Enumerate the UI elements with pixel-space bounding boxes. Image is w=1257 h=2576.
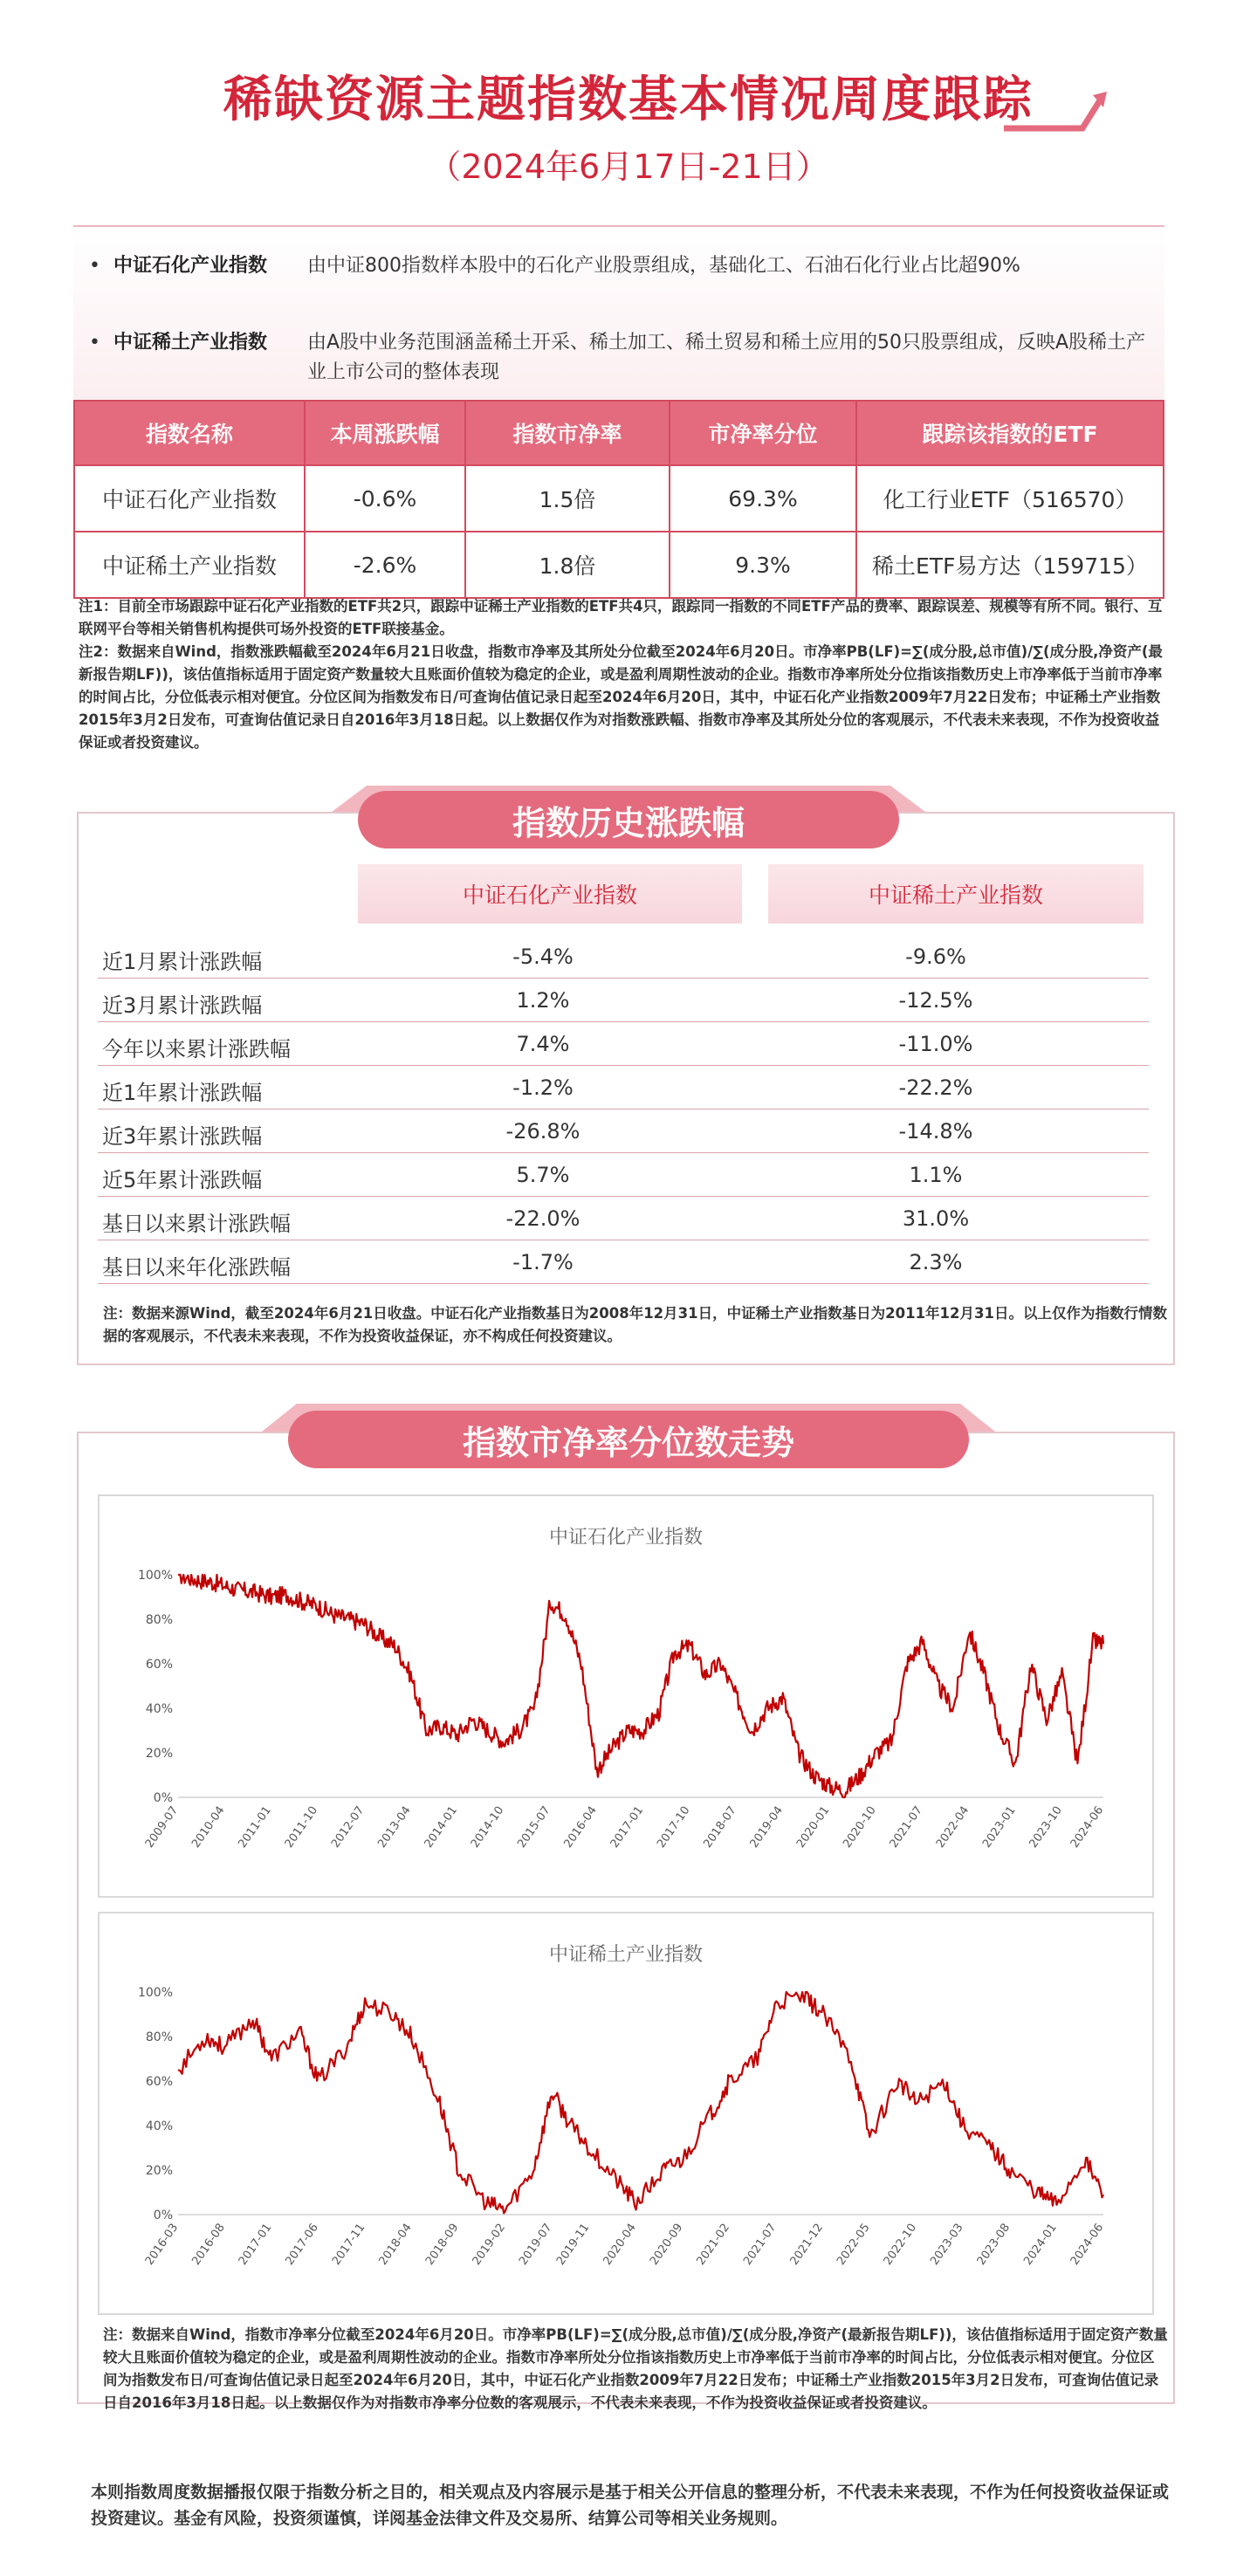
x-tick-label: 2016-08 <box>189 2221 228 2268</box>
value-cell: -11.0% <box>898 1032 973 1056</box>
note-2: 注2：数据来自Wind，指数涨跌幅截至2024年6月21日收盘，指数市净率及其所处分位截至2024年6月20日。市净率PB(LF)=∑(成分股,总市值)/∑(成分股,净资产(最新报告期LF))，该估值指标适用于固定资产数量较大且账面价值较为稳定的企业，或是盈利周期性波动的企业。指数市净率所处分位指该指数历史上市净率低于当前市净率的时间占比，分位低表示相对便宜。分位区间为指数发布日/可查询估值记录日起至2024年6月20日，其中，中证石化产业指数2009年7月22日发布；中证稀土产业指数2015年3月2日发布，可查询估值记录日自2016年3月18日起。以上数据仅作为对指数涨跌幅、指数市净率及其所处分位的客观展示，不代表未来表现，不作为投资收益保证或者投资建议。 <box>79 643 1163 751</box>
pb-note: 注：数据来自Wind，指数市净率分位截至2024年6月20日。市净率PB(LF)=∑(成分股,总市值)/∑(成分股,净资产(最新报告期LF))，该估值指标适用于固定资产数量较大且账面价值较为稳定的企业，或是盈利周期性波动的企业。指数市净率所处分位指该指数历史上市净率低于当前市净率的时间占比，分位低表示相对便宜。分位区间为指数发布日/可查询估值记录日起至2024年6月20日，其中，中证石化产业指数2009年7月22日发布；中证稀土产业指数2015年3月2日发布，可查询估值记录日自2016年3月18日起。以上数据仅作为对指数市净率分位数的客观展示，不代表未来表现，不作为投资收益保证或者投资建议。 <box>103 2326 1168 2411</box>
table-cell: 69.3% <box>670 465 856 532</box>
table-cell: 中证稀土产业指数 <box>74 532 305 598</box>
x-tick-label: 2023-01 <box>980 1803 1019 1851</box>
y-tick-label: 40% <box>145 1702 173 1716</box>
value-cell: -26.8% <box>505 1119 580 1144</box>
intro-index-desc: 由A股中业务范围涵盖稀土开采、稀土加工、稀土贸易和稀土应用的50只股票组成，反映A股稀土产业上市公司的整体表现 <box>307 332 1146 383</box>
pb-banner-title: 指数市净率分位数走势 <box>462 1424 794 1462</box>
x-tick-label: 2019-07 <box>517 2221 555 2268</box>
y-tick-label: 80% <box>145 1613 173 1627</box>
x-tick-label: 2021-07 <box>741 2221 780 2268</box>
bullet-icon: • <box>89 255 100 277</box>
x-tick-label: 2017-01 <box>236 2221 275 2268</box>
y-tick-label: 100% <box>137 1986 173 2000</box>
intro-index-name: 中证石化产业指数 <box>113 255 268 277</box>
row-label: 今年以来累计涨跌幅 <box>102 1037 291 1061</box>
table-cell: 化工行业ETF（516570） <box>856 465 1164 532</box>
value-cell: 1.2% <box>516 988 570 1013</box>
value-cell: 1.1% <box>909 1163 963 1187</box>
page-subtitle: （2024年6月17日-21日） <box>428 148 829 186</box>
x-tick-label: 2011-10 <box>282 1803 321 1851</box>
x-tick-label: 2023-08 <box>974 2221 1013 2268</box>
table-row <box>98 1152 1149 1197</box>
x-tick-label: 2020-10 <box>841 1803 879 1851</box>
table-row <box>74 532 1164 598</box>
table-row <box>98 1021 1149 1066</box>
y-tick-label: 60% <box>145 2075 173 2089</box>
disclaimer-footer: 本则指数周度数据播报仅限于指数分析之目的，相关观点及内容展示是基于相关公开信息的整理分析，不代表未来表现，不作为任何投资收益保证或投资建议。基金有风险，投资须谨慎，详阅基金法律文件及交易所、结算公司等相关业务规则。 <box>91 2483 1170 2528</box>
intro-index-desc: 由中证800指数样本股中的石化产业股票组成，基础化工、石油石化行业占比超90% <box>307 255 1020 277</box>
x-tick-label: 2019-02 <box>470 2221 509 2268</box>
column-header: 跟踪该指数的ETF <box>856 401 1164 465</box>
note-1: 注1：目前全市场跟踪中证石化产业指数的ETF共2只，跟踪中证稀土产业指数的ETF共4只，跟踪同一指数的不同ETF产品的费率、跟踪误差、规模等有所不同。银行、互联网平台等相关销售机构提供可场外投资的ETF联接基金。 <box>79 598 1163 637</box>
y-tick-label: 20% <box>145 2164 173 2178</box>
x-tick-label: 2017-01 <box>608 1803 647 1851</box>
chart-petrochem <box>98 1494 1154 1898</box>
y-tick-label: 80% <box>145 2030 173 2044</box>
x-tick-label: 2024-01 <box>1021 2221 1060 2268</box>
row-label: 近5年累计涨跌幅 <box>102 1168 263 1192</box>
x-tick-label: 2014-10 <box>468 1803 507 1851</box>
x-tick-label: 2009-07 <box>142 1803 182 1851</box>
x-tick-label: 2017-11 <box>329 2221 368 2268</box>
row-label: 近1年累计涨跌幅 <box>102 1081 263 1105</box>
value-cell: 31.0% <box>902 1206 970 1231</box>
chart-petrochem-svg <box>100 1496 1152 1896</box>
series-line <box>178 1575 1103 1797</box>
value-cell: 2.3% <box>909 1250 963 1274</box>
value-cell: 5.7% <box>516 1163 570 1187</box>
table-row <box>98 978 1149 1022</box>
x-tick-label: 2020-01 <box>793 1803 833 1851</box>
x-tick-label: 2021-12 <box>787 2221 827 2268</box>
table-cell: -2.6% <box>305 532 465 598</box>
x-tick-label: 2022-04 <box>933 1803 972 1851</box>
value-cell: -1.2% <box>512 1075 574 1100</box>
y-tick-label: 0% <box>153 2208 173 2222</box>
index-intro <box>73 225 1164 402</box>
value-cell: -1.7% <box>512 1250 574 1274</box>
page-title: 稀缺资源主题指数基本情况周度跟踪 <box>223 72 1034 128</box>
table-row <box>98 1196 1149 1240</box>
table-cell: 1.5倍 <box>465 465 670 532</box>
history-banner-title: 指数历史涨跌幅 <box>512 804 745 842</box>
x-tick-label: 2014-01 <box>422 1803 461 1851</box>
chart-rare-earth <box>98 1912 1154 2315</box>
x-tick-label: 2020-04 <box>601 2221 639 2268</box>
value-cell: -9.6% <box>905 945 966 969</box>
table-cell: 1.8倍 <box>465 532 670 598</box>
y-tick-label: 40% <box>145 2119 173 2133</box>
x-tick-label: 2018-09 <box>423 2221 462 2268</box>
value-cell: -22.0% <box>505 1206 580 1231</box>
history-column-header: 中证稀土产业指数 <box>768 864 1144 924</box>
table-cell: 稀土ETF易方达（159715） <box>856 532 1164 598</box>
y-tick-label: 100% <box>137 1569 173 1583</box>
x-tick-label: 2016-04 <box>561 1803 600 1851</box>
value-cell: 7.4% <box>516 1032 570 1056</box>
table-row <box>98 1065 1149 1109</box>
table-header-row <box>74 401 1164 465</box>
x-tick-label: 2018-07 <box>701 1803 739 1851</box>
x-tick-label: 2022-05 <box>835 2221 873 2268</box>
chart-title: 中证稀土产业指数 <box>548 1944 703 1966</box>
table-row <box>98 1240 1149 1284</box>
x-tick-label: 2011-01 <box>236 1803 274 1851</box>
x-tick-label: 2019-04 <box>747 1803 786 1851</box>
x-tick-label: 2010-04 <box>189 1803 228 1851</box>
value-cell: -12.5% <box>898 988 973 1013</box>
table-row <box>98 934 1149 979</box>
etf-summary-table <box>73 400 1164 599</box>
value-cell: -5.4% <box>512 945 574 969</box>
row-label: 基日以来累计涨跌幅 <box>102 1212 291 1236</box>
value-cell: -14.8% <box>898 1119 973 1144</box>
table-row <box>74 465 1164 532</box>
table-notes <box>79 595 1170 754</box>
column-header: 本周涨跌幅 <box>305 401 465 465</box>
x-tick-label: 2015-07 <box>515 1803 553 1851</box>
series-line <box>178 1992 1103 2213</box>
x-tick-label: 2020-09 <box>648 2221 686 2268</box>
title-swoosh-decoration <box>1004 83 1109 144</box>
x-tick-label: 2023-03 <box>928 2221 966 2268</box>
x-tick-label: 2024-06 <box>1068 2221 1107 2268</box>
x-tick-label: 2021-02 <box>694 2221 732 2268</box>
chart-title: 中证石化产业指数 <box>548 1527 703 1549</box>
intro-index-name: 中证稀土产业指数 <box>113 332 268 354</box>
x-tick-label: 2024-06 <box>1068 1803 1107 1851</box>
row-label: 基日以来年化涨跌幅 <box>102 1255 291 1280</box>
value-cell: -22.2% <box>898 1075 973 1100</box>
x-tick-label: 2022-10 <box>881 2221 920 2268</box>
history-column-header: 中证石化产业指数 <box>358 864 742 924</box>
y-tick-label: 0% <box>153 1791 173 1805</box>
column-header: 市净率分位 <box>670 401 856 465</box>
x-tick-label: 2012-07 <box>329 1803 367 1851</box>
row-label: 近1月累计涨跌幅 <box>102 950 263 974</box>
x-tick-label: 2017-10 <box>655 1803 693 1851</box>
x-tick-label: 2016-03 <box>142 2221 182 2268</box>
x-tick-label: 2023-10 <box>1027 1803 1065 1851</box>
row-label: 近3月累计涨跌幅 <box>102 993 263 1018</box>
column-header: 指数市净率 <box>465 401 670 465</box>
x-tick-label: 2021-07 <box>887 1803 926 1851</box>
table-cell: 9.3% <box>670 532 856 598</box>
column-header: 指数名称 <box>74 401 305 465</box>
y-tick-label: 60% <box>145 1658 173 1672</box>
x-tick-label: 2019-11 <box>553 2221 593 2268</box>
table-row <box>98 1109 1149 1153</box>
history-note: 注：数据来源Wind，截至2024年6月21日收盘。中证石化产业指数基日为2008年12月31日，中证稀土产业指数基日为2011年12月31日。以上仅作为指数行情数据的客观展示，不代表未来表现，不作为投资收益保证，亦不构成任何投资建议。 <box>103 1305 1167 1344</box>
chart-rare-earth-svg <box>100 1913 1152 2313</box>
x-tick-label: 2017-06 <box>283 2221 321 2268</box>
bullet-icon: • <box>89 332 100 354</box>
y-tick-label: 20% <box>145 1747 173 1761</box>
table-cell: 中证石化产业指数 <box>74 465 305 532</box>
table-cell: -0.6% <box>305 465 465 532</box>
x-tick-label: 2018-04 <box>376 2221 415 2268</box>
x-tick-label: 2013-04 <box>375 1803 414 1851</box>
row-label: 近3年累计涨跌幅 <box>102 1124 263 1149</box>
